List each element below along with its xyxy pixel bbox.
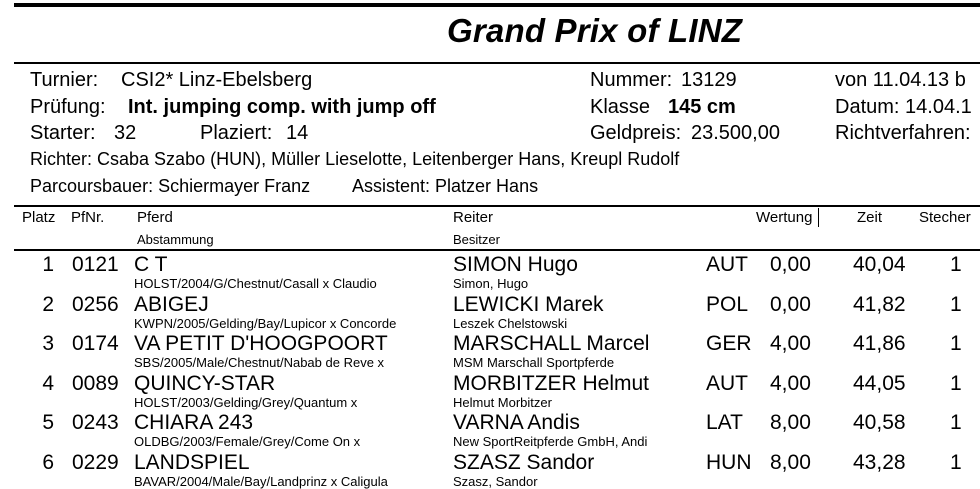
richtverfahren: Richtverfahren: xyxy=(835,122,971,144)
assistent-line: Assistent: Platzer Hans xyxy=(352,176,539,196)
cell-besitzer: Simon, Hugo xyxy=(453,276,529,291)
cell-platz: 2 xyxy=(42,292,54,316)
nummer-label: Nummer: xyxy=(590,69,673,91)
klasse-value: 145 cm xyxy=(668,96,736,118)
cell-pfnr: 0243 xyxy=(72,411,119,434)
cell-pfnr: 0229 xyxy=(72,450,119,474)
cell-nation: POL xyxy=(706,292,749,316)
cell-abstammung: KWPN/2005/Gelding/Bay/Lupicor x Concorde xyxy=(134,315,397,331)
cell-nation: GER xyxy=(706,332,752,355)
cell-pferd: CHIARA 243 xyxy=(134,411,254,434)
cell-besitzer: New SportReitpferde GmbH, Andi xyxy=(453,434,648,449)
cell-platz: 5 xyxy=(42,411,54,434)
cell-platz: 6 xyxy=(42,450,54,474)
richter-line: Richter: Csaba Szabo (HUN), Müller Lieselotte, Leitenberger Hans, Kreupl Rudolf xyxy=(30,149,680,169)
cell-zeit: 41,82 xyxy=(853,292,906,316)
cell-wertung: 0,00 xyxy=(770,292,811,316)
cell-wertung: 8,00 xyxy=(770,450,811,474)
cell-zeit: 43,28 xyxy=(853,450,906,474)
cell-wertung: 8,00 xyxy=(770,411,811,434)
cell-reiter: VARNA Andis xyxy=(453,411,580,434)
turnier-value: CSI2* Linz-Ebelsberg xyxy=(121,69,313,91)
cell-platz: 3 xyxy=(42,332,54,355)
cell-platz: 4 xyxy=(42,371,54,395)
cell-pferd: VA PETIT D'HOOGPOORT xyxy=(134,332,388,355)
cell-abstammung: SBS/2005/Male/Chestnut/Nabab de Reve x xyxy=(134,355,385,370)
pruefung-label: Prüfung: xyxy=(30,96,106,118)
cell-zeit: 41,86 xyxy=(853,332,906,355)
cell-pferd: QUINCY-STAR xyxy=(134,371,276,395)
cell-stechen: 1 xyxy=(950,332,962,355)
cell-pferd: C T xyxy=(134,253,168,276)
cell-besitzer: Szasz, Sandor xyxy=(453,473,538,489)
col-pfnr-header: PfNr. xyxy=(71,209,105,226)
top-rule xyxy=(14,3,980,7)
cell-reiter: MORBITZER Helmut xyxy=(453,371,650,395)
cell-stechen: 1 xyxy=(950,411,962,434)
cell-reiter: LEWICKI Marek xyxy=(453,292,604,316)
text-cursor xyxy=(818,208,819,227)
von-date: von 11.04.13 b xyxy=(835,69,966,91)
cell-wertung: 4,00 xyxy=(770,332,811,355)
cell-besitzer: MSM Marschall Sportpferde xyxy=(453,355,615,370)
cell-wertung: 0,00 xyxy=(770,253,811,276)
pruefung-value: Int. jumping comp. with jump off xyxy=(128,96,436,118)
cell-pfnr: 0256 xyxy=(72,292,119,316)
klasse-label: Klasse xyxy=(590,96,651,118)
header-divider xyxy=(14,205,980,207)
cell-reiter: SZASZ Sandor xyxy=(453,450,595,474)
cell-nation: AUT xyxy=(706,253,748,276)
cell-zeit: 40,04 xyxy=(853,253,906,276)
col-reiter-header: Reiter xyxy=(453,209,494,226)
cell-pfnr: 0089 xyxy=(72,371,119,395)
col-stechen-header: Stecher xyxy=(919,209,971,226)
cell-wertung: 4,00 xyxy=(770,371,811,395)
cell-reiter: MARSCHALL Marcel xyxy=(453,332,650,355)
datum: Datum: 14.04.1 xyxy=(835,96,972,118)
cell-besitzer: Helmut Morbitzer xyxy=(453,394,552,410)
geldpreis-label: Geldpreis: xyxy=(590,122,682,144)
cell-abstammung: HOLST/2003/Gelding/Grey/Quantum x xyxy=(134,394,358,410)
cell-abstammung: BAVAR/2004/Male/Bay/Landprinz x Caligula xyxy=(134,473,388,489)
cell-platz: 1 xyxy=(42,253,54,276)
cell-pfnr: 0121 xyxy=(72,253,119,276)
cell-abstammung: HOLST/2004/G/Chestnut/Casall x Claudio xyxy=(134,276,377,291)
col-zeit-header: Zeit xyxy=(857,209,883,226)
table-header-divider xyxy=(14,249,980,251)
col-pferd-header: Pferd xyxy=(137,209,173,226)
cell-stechen: 1 xyxy=(950,253,962,276)
col-abstammung-header: Abstammung xyxy=(137,232,214,247)
starter-value: 32 xyxy=(114,122,137,144)
cell-besitzer: Leszek Chelstowski xyxy=(453,315,568,331)
cell-stechen: 1 xyxy=(950,292,962,316)
cell-pferd: ABIGEJ xyxy=(134,292,209,316)
turnier-label: Turnier: xyxy=(30,69,99,91)
cell-stechen: 1 xyxy=(950,450,962,474)
starter-label: Starter: xyxy=(30,122,96,144)
col-besitzer-header: Besitzer xyxy=(453,232,500,247)
col-platz-header: Platz xyxy=(22,209,56,226)
cell-nation: HUN xyxy=(706,450,752,474)
parcoursbauer-line: Parcoursbauer: Schiermayer Franz xyxy=(30,176,311,196)
cell-stechen: 1 xyxy=(950,371,962,395)
cell-abstammung: OLDBG/2003/Female/Grey/Come On x xyxy=(134,434,361,449)
plaziert-value: 14 xyxy=(286,122,309,144)
cell-zeit: 40,58 xyxy=(853,411,906,434)
cell-pfnr: 0174 xyxy=(72,332,119,355)
cell-pferd: LANDSPIEL xyxy=(134,450,250,474)
cell-zeit: 44,05 xyxy=(853,371,906,395)
cell-nation: LAT xyxy=(706,411,743,434)
cell-reiter: SIMON Hugo xyxy=(453,253,578,276)
col-wertung-header: Wertung xyxy=(756,209,813,226)
geldpreis-value: 23.500,00 xyxy=(691,122,780,144)
title-divider xyxy=(14,62,980,64)
cell-nation: AUT xyxy=(706,371,748,395)
plaziert-label: Plaziert: xyxy=(200,122,273,144)
page-title: Grand Prix of LINZ xyxy=(447,12,743,49)
nummer-value: 13129 xyxy=(681,69,737,91)
